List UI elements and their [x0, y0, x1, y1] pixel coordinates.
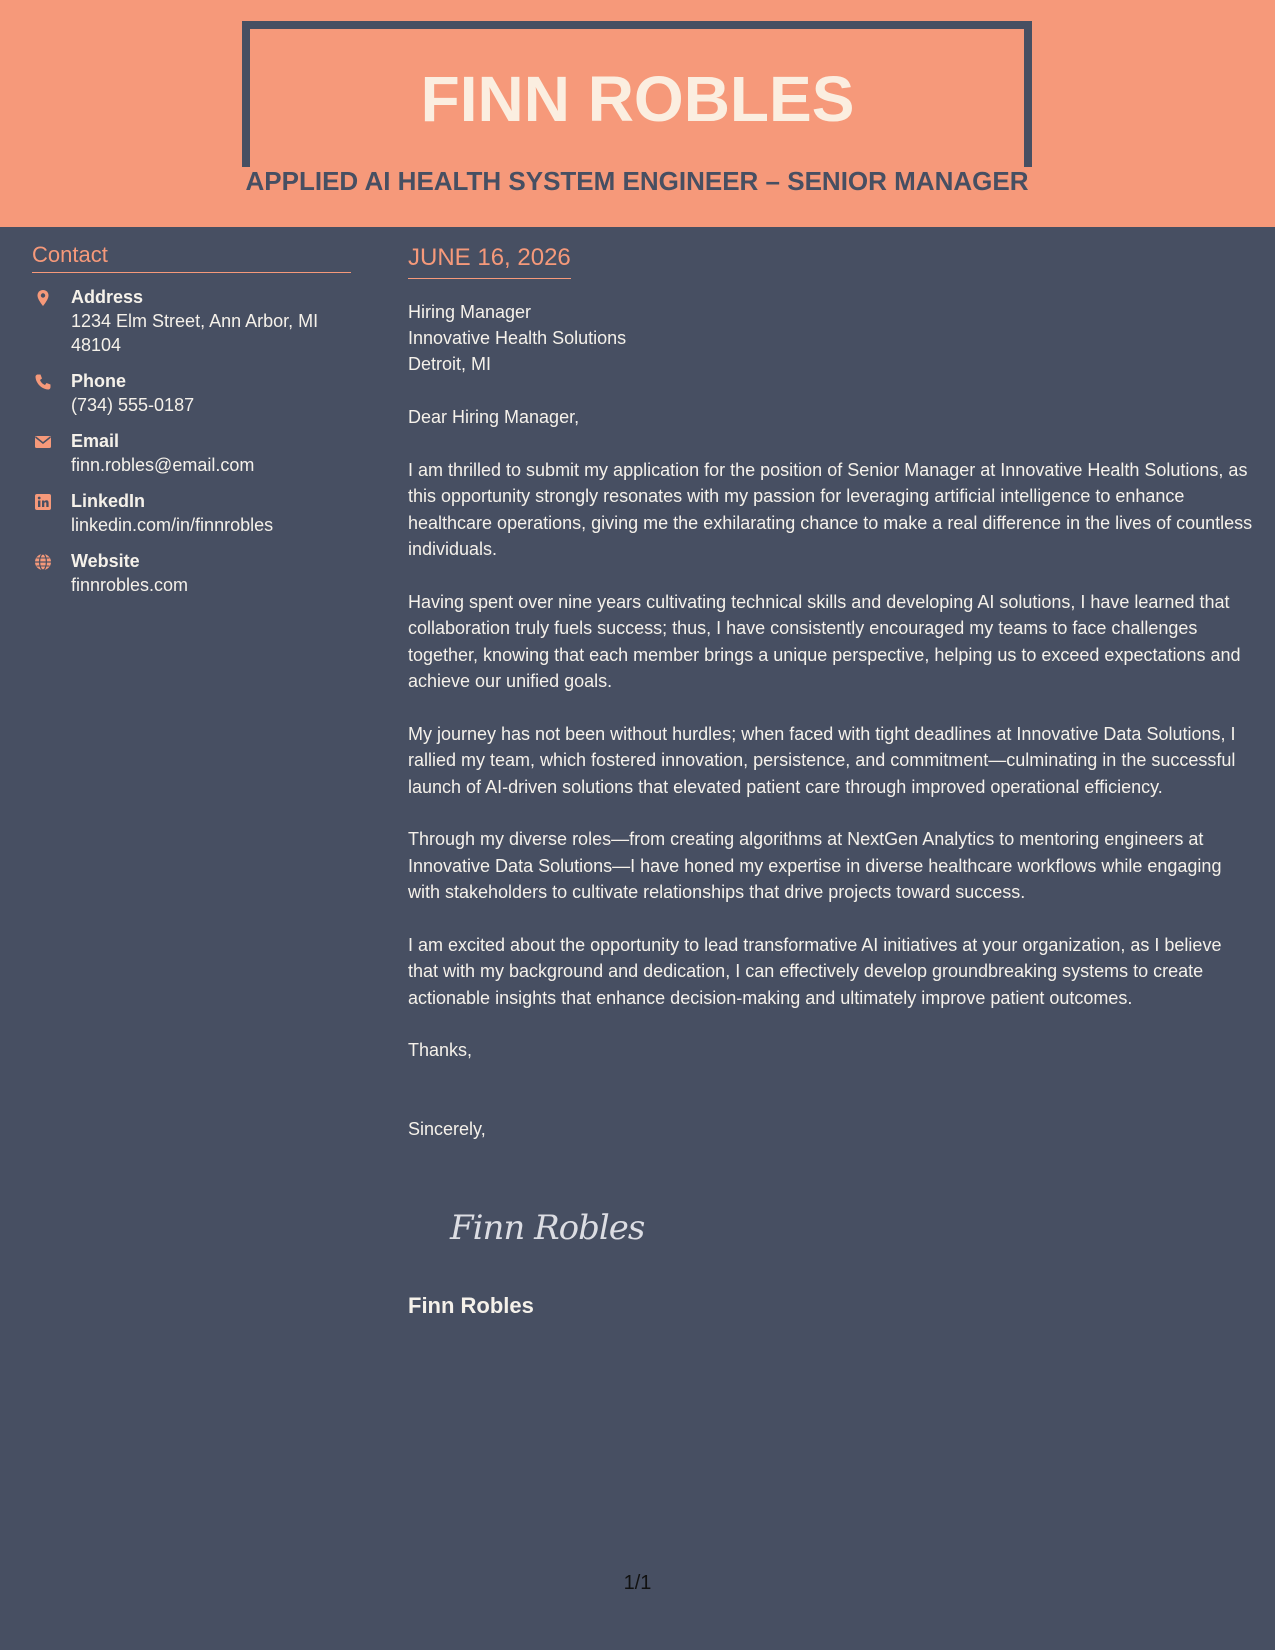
- contact-item-address: [32, 285, 352, 357]
- greeting: Dear Hiring Manager,: [408, 407, 580, 427]
- page-indicator: 1/1: [623, 1572, 652, 1594]
- linkedin-icon: [34, 493, 52, 511]
- phone-label: Phone: [71, 371, 127, 391]
- address-value: 1234 Elm Street, Ann Arbor, MI 48104: [71, 311, 319, 355]
- recipient-company: Innovative Health Solutions: [408, 328, 627, 348]
- recipient-block: [408, 299, 1253, 377]
- body-paragraph-5: I am excited about the opportunity to lead transformative AI initiatives at your organization, as I believe that with my background and dedication, I can effectively develop groundbreaking systems to create actionable insights that enhance decision-making and ultimately improve patient outcomes.: [408, 934, 1222, 1008]
- body-paragraph-1: I am thrilled to submit my application for the position of Senior Manager at Innovative Health Solutions, as this opportunity strongly resonates with my passion for leveraging artificial intelligence to enhance healthcare operations, giving me the exhilarating chance to make a real difference in the lives of countless individuals.: [408, 459, 1253, 559]
- contact-item-phone: [32, 369, 352, 417]
- letter-body: [408, 244, 1253, 1142]
- contact-heading: Contact: [32, 242, 351, 273]
- candidate-name: FINN ROBLES: [420, 63, 855, 135]
- website-value: finnrobles.com: [71, 575, 189, 595]
- closing-line: Sincerely,: [408, 1118, 486, 1139]
- body-paragraph-4: Through my diverse roles—from creating algorithms at NextGen Analytics to mentoring engineers at Innovative Data Solutions—I have honed my expertise in diverse healthcare workflows while engaging with stakeholders to cultivate relationships that drive projects toward success.: [408, 829, 1222, 902]
- header-banner: [0, 0, 1275, 227]
- linkedin-value: linkedin.com/in/finnrobles: [71, 515, 274, 535]
- signer-name: Finn Robles: [408, 1293, 534, 1318]
- thanks-line: Thanks,: [408, 1040, 473, 1060]
- contact-item-linkedin: [32, 489, 352, 537]
- recipient-location: Detroit, MI: [408, 354, 492, 374]
- envelope-icon: [34, 433, 52, 451]
- body-paragraph-2: Having spent over nine years cultivating technical skills and developing AI solutions, I have learned that collaboration truly fuels success; thus, I have consistently encouraged my teams to face challenges together, knowing that each member brings a unique perspective, helping us to exceed expectations and achieve our unified goals.: [408, 591, 1241, 691]
- email-label: Email: [71, 431, 120, 451]
- phone-value: (734) 555-0187: [71, 395, 195, 415]
- phone-icon: [34, 373, 52, 391]
- recipient-name: Hiring Manager: [408, 302, 532, 322]
- contact-sidebar: [32, 242, 352, 597]
- job-title: APPLIED AI HEALTH SYSTEM ENGINEER – SENIOR MANAGER: [245, 166, 1029, 196]
- email-value: finn.robles@email.com: [71, 455, 255, 475]
- contact-item-email: [32, 429, 352, 477]
- linkedin-label: LinkedIn: [71, 491, 146, 511]
- website-label: Website: [71, 551, 140, 571]
- handwritten-signature: Finn Robles: [450, 1208, 645, 1248]
- globe-icon: [34, 553, 52, 571]
- contact-item-website: [32, 549, 352, 597]
- body-paragraph-3: My journey has not been without hurdles; when faced with tight deadlines at Innovative Data Solutions, I rallied my team, which fostered innovation, persistence, and commitment—culminating in the successful launch of AI-driven solutions that elevated patient care through improved operational efficiency.: [408, 723, 1236, 797]
- letter-date: JUNE 16, 2026: [408, 244, 571, 279]
- map-pin-icon: [34, 289, 52, 307]
- address-label: Address: [71, 287, 144, 307]
